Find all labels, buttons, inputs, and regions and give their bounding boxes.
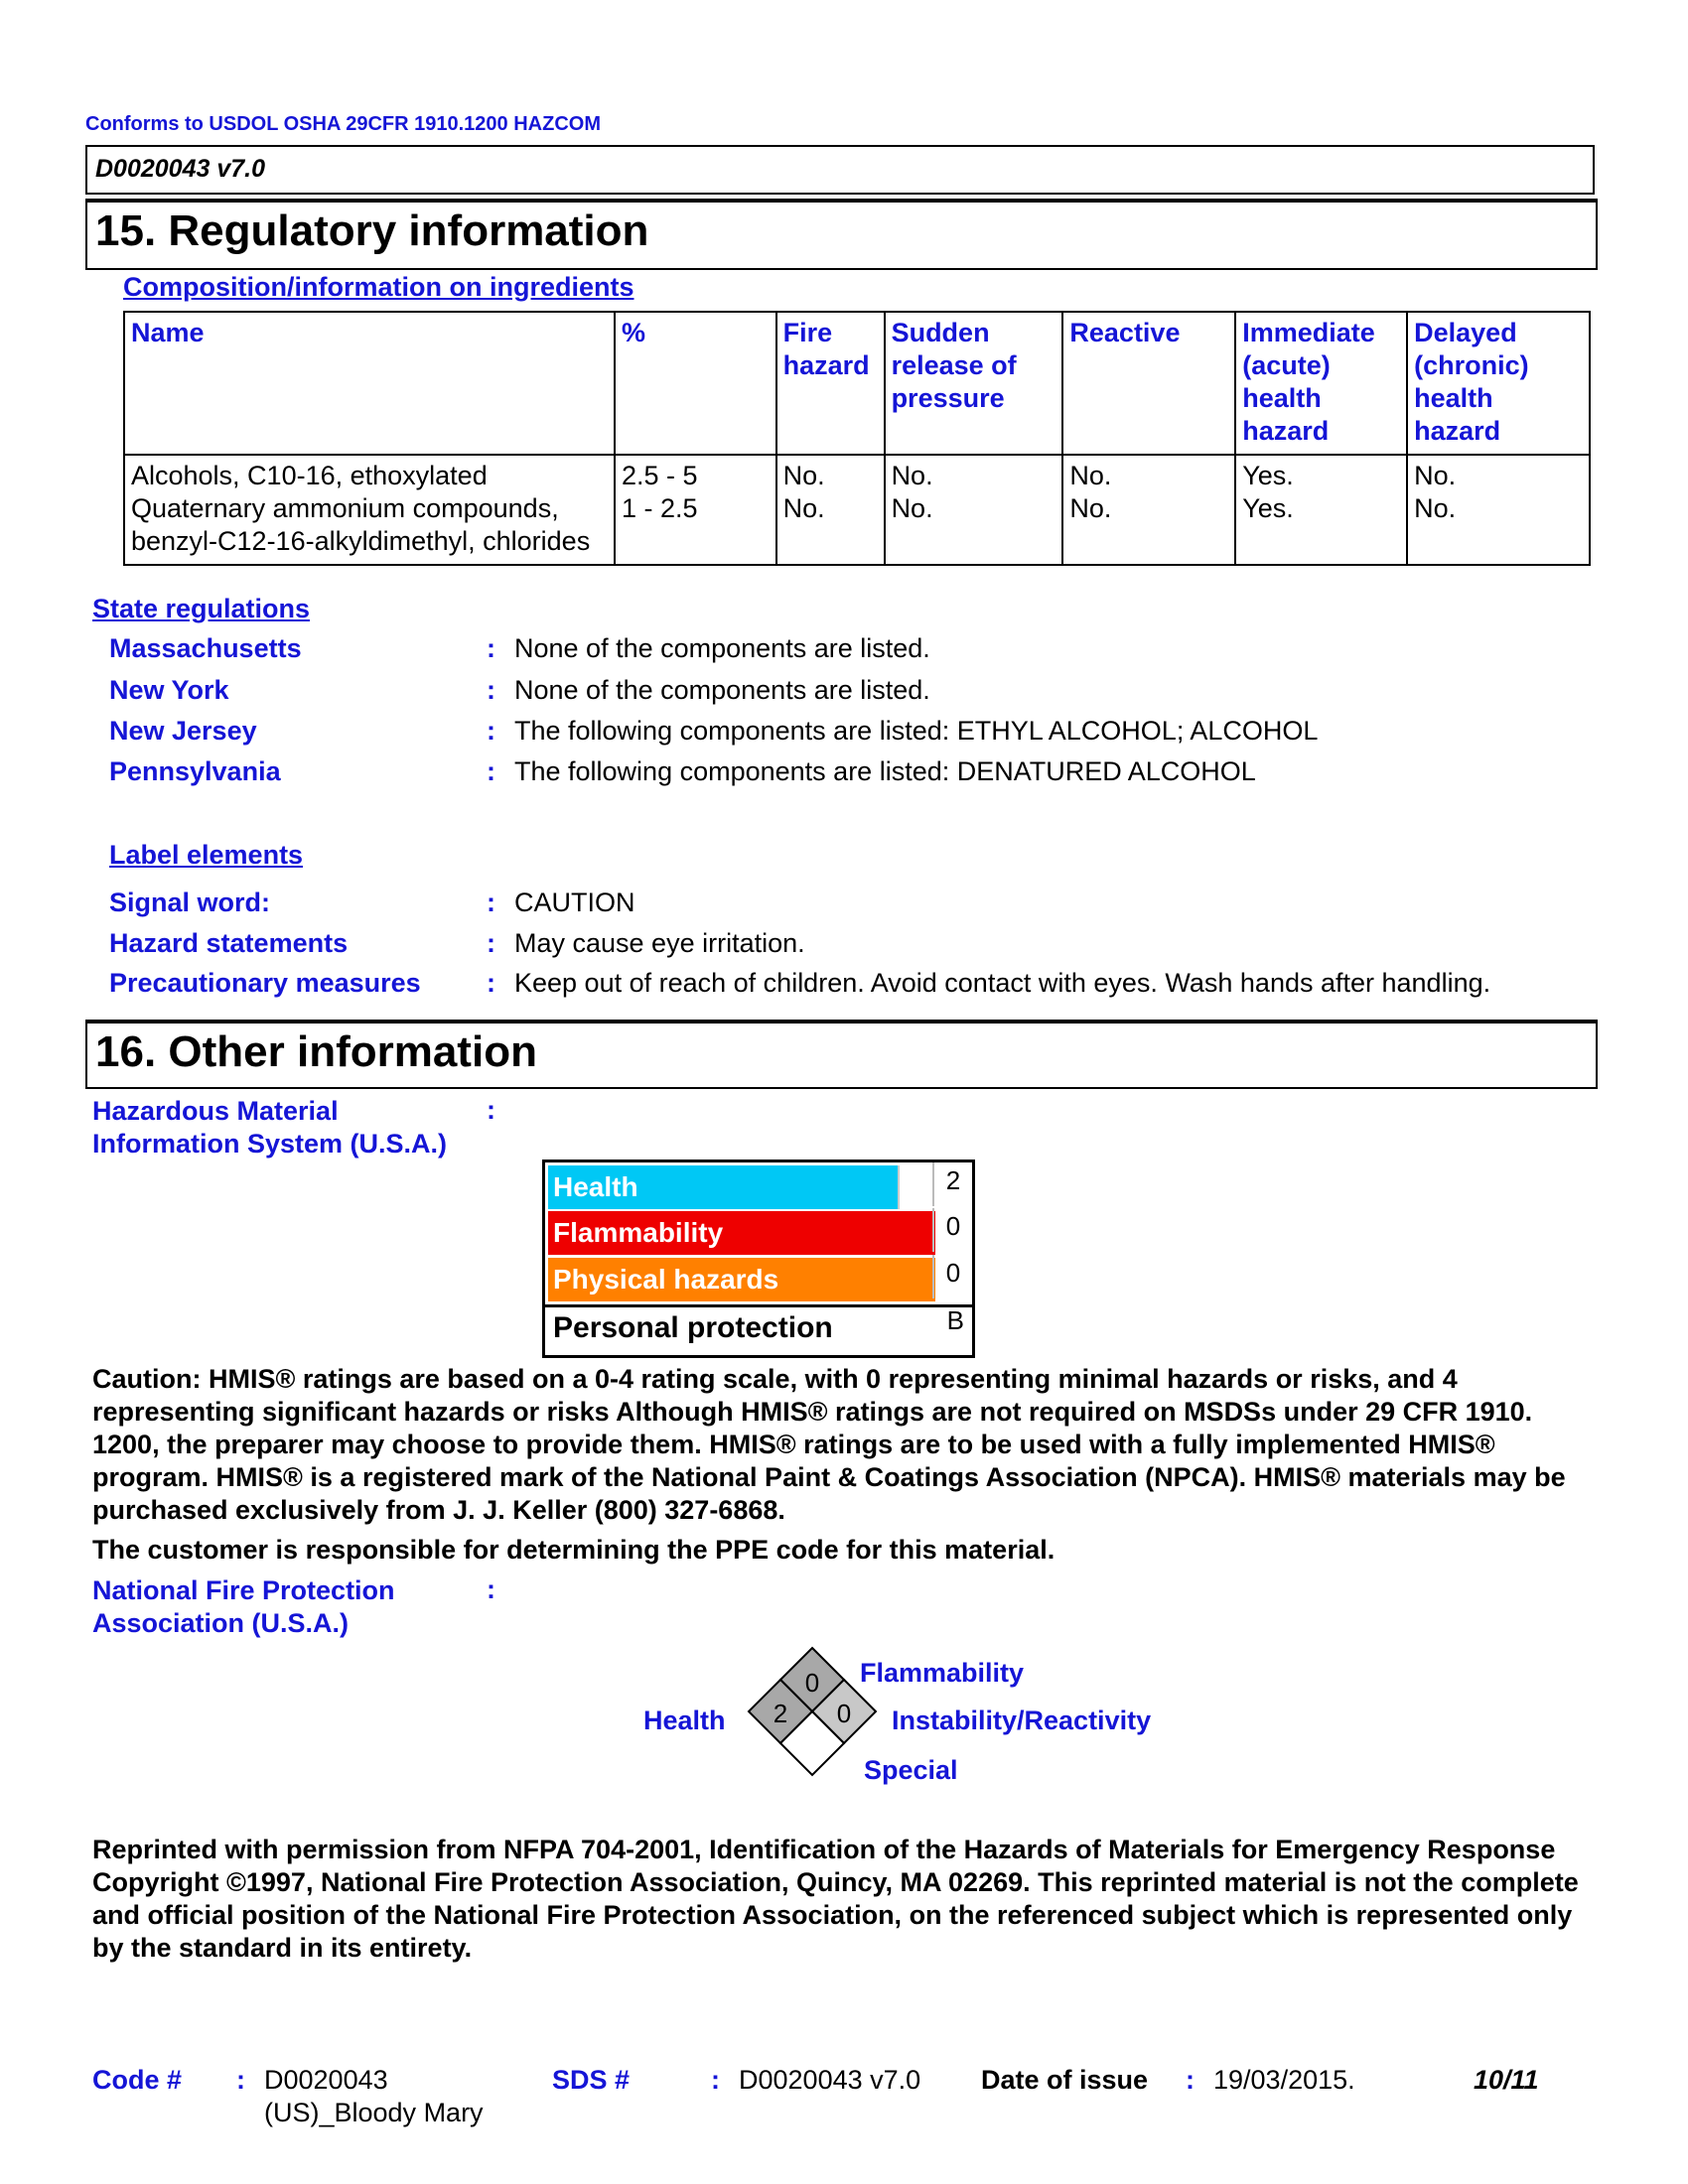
hmis-physical-bar (548, 1258, 935, 1301)
cell-reactive (1062, 455, 1235, 565)
hazard-statements-label: Hazard statements (109, 928, 349, 958)
cell-delayed (1407, 455, 1590, 565)
table-row (124, 455, 1590, 565)
footer-date-label: Date of issue (981, 2065, 1149, 2095)
sudden-value: No. (891, 461, 933, 490)
label-elements-link[interactable]: Label elements (109, 840, 304, 870)
hmis-physical-value: 0 (932, 1255, 972, 1298)
hmis-label: Hazardous Material Information System (U.S.A.) (92, 1096, 448, 1159)
cell-immediate (1235, 455, 1407, 565)
state-label-new-york: New York (109, 675, 229, 705)
document-id-box (85, 145, 1595, 195)
hmis-ppe-label: Personal protection (553, 1311, 833, 1344)
colon: : (487, 1574, 495, 1604)
colon: : (487, 633, 495, 663)
footer-code-value: D0020043 (264, 2065, 388, 2095)
nfpa-flammability-value: 0 (804, 1668, 820, 1698)
page-number: 10/11 (1474, 2065, 1539, 2095)
section-15-header (85, 199, 1598, 270)
state-value-new-jersey: The following components are listed: ETHYL ALCOHOL; ALCOHOL (514, 716, 1319, 746)
footer-date-value: 19/03/2015. (1213, 2065, 1355, 2095)
colon: : (487, 756, 495, 786)
col-header-immediate-health: Immediate (acute) health hazard (1235, 312, 1407, 455)
col-header-name: Name (124, 312, 615, 455)
hmis-health-bar (548, 1165, 898, 1209)
col-header-percent: % (615, 312, 776, 455)
state-value-pennsylvania: The following components are listed: DENATURED ALCOHOL (514, 756, 1256, 786)
cell-percent (615, 455, 776, 565)
col-header-reactive: Reactive (1062, 312, 1235, 455)
immediate-value: Yes. (1242, 461, 1294, 490)
reactive-value: No. (1069, 461, 1112, 490)
state-label-pennsylvania: Pennsylvania (109, 756, 281, 786)
colon: : (487, 928, 495, 958)
hmis-flammability-value: 0 (932, 1208, 972, 1252)
nfpa-label: National Fire Protection Association (U.S.A.) (92, 1575, 395, 1638)
nfpa-special-label: Special (864, 1755, 958, 1785)
footer-sds-label: SDS # (552, 2065, 631, 2095)
footer-sds-value: D0020043 v7.0 (739, 2065, 921, 2095)
hazard-statements-value: May cause eye irritation. (514, 928, 805, 958)
hmis-ppe-value: B (946, 1305, 964, 1335)
section-15-title: 15. Regulatory information (95, 206, 649, 255)
state-value-massachusetts: None of the components are listed. (514, 633, 930, 663)
table-header-row (124, 312, 1590, 455)
section-16-title: 16. Other information (95, 1027, 537, 1076)
state-label-new-jersey: New Jersey (109, 716, 257, 746)
footer-code-label: Code # (92, 2065, 183, 2095)
ingredient-name: Quaternary ammonium compounds, benzyl-C12-16-alkyldimethyl, chlorides (131, 493, 591, 556)
hmis-health-label: Health (553, 1171, 638, 1202)
section-16-header (85, 1020, 1598, 1089)
fire-value: No. (782, 493, 825, 523)
colon: : (236, 2065, 245, 2095)
col-header-delayed-health: Delayed (chronic) health hazard (1407, 312, 1590, 455)
signal-word-label: Signal word: (109, 887, 270, 917)
sudden-value: No. (891, 493, 933, 523)
signal-word-value: CAUTION (514, 887, 635, 917)
percent-value: 1 - 2.5 (621, 493, 698, 523)
colon: : (487, 968, 495, 998)
composition-link[interactable]: Composition/information on ingredients (123, 272, 634, 302)
percent-value: 2.5 - 5 (621, 461, 698, 490)
delayed-value: No. (1414, 461, 1457, 490)
precautionary-measures-value: Keep out of reach of children. Avoid contact with eyes. Wash hands after handling. (514, 968, 1491, 998)
col-header-fire-hazard: Fire hazard (776, 312, 885, 455)
colon: : (487, 1095, 495, 1125)
nfpa-health-label: Health (643, 1706, 726, 1735)
state-regulations-link[interactable]: State regulations (92, 594, 311, 623)
colon: : (487, 675, 495, 705)
composition-table (123, 311, 1591, 566)
footer-code-value-line2: (US)_Bloody Mary (264, 2098, 484, 2127)
colon: : (487, 716, 495, 746)
colon: : (487, 887, 495, 917)
cell-sudden (885, 455, 1063, 565)
nfpa-reprint-text: Reprinted with permission from NFPA 704-2001, Identification of the Hazards of Materials for Emergency Response Copyright ©1997, National Fire Protection Association, Quincy, MA 02269. This reprinted material is not the complete and official position of the National Fire Protection Association, on the referenced subject which is represented only by the standard in its entirety. (92, 1835, 1579, 1963)
hmis-chronic-box (898, 1165, 935, 1209)
hmis-flammability-bar (548, 1211, 935, 1255)
delayed-value: No. (1414, 493, 1457, 523)
cell-fire (776, 455, 885, 565)
nfpa-instability-value: 0 (836, 1699, 852, 1728)
colon: : (1186, 2065, 1195, 2095)
reactive-value: No. (1069, 493, 1112, 523)
immediate-value: Yes. (1242, 493, 1294, 523)
colon: : (711, 2065, 720, 2095)
nfpa-flammability-label: Flammability (860, 1658, 1025, 1688)
hmis-physical-label: Physical hazards (553, 1264, 779, 1295)
hmis-health-value: 2 (932, 1162, 972, 1206)
precautionary-measures-label: Precautionary measures (109, 968, 421, 998)
nfpa-health-value: 2 (773, 1699, 788, 1728)
conformance-statement: Conforms to USDOL OSHA 29CFR 1910.1200 HAZCOM (85, 113, 601, 135)
nfpa-instability-label: Instability/Reactivity (892, 1706, 1152, 1735)
hmis-label-box (542, 1160, 975, 1358)
cell-name (124, 455, 615, 565)
hmis-caution-text: Caution: HMIS® ratings are based on a 0-4 rating scale, with 0 representing minimal hazards or risks, and 4 representing significant hazards or risks Although HMIS® ratings are not required on MSDSs under 29 CFR 1910. 1200, the preparer may choose to provide them. HMIS® ratings are to be used with a fully implemented HMIS® program. HMIS® is a registered mark of the National Paint & Coatings Association (NPCA). HMIS® materials may be purchased exclusively from J. J. Keller (800) 327-6868. (92, 1364, 1566, 1525)
document-id: D0020043 v7.0 (95, 155, 265, 183)
state-value-new-york: None of the components are listed. (514, 675, 930, 705)
fire-value: No. (782, 461, 825, 490)
col-header-sudden-release: Sudden release of pressure (885, 312, 1063, 455)
ppe-responsibility-text: The customer is responsible for determining the PPE code for this material. (92, 1535, 1055, 1565)
ingredient-name: Alcohols, C10-16, ethoxylated (131, 461, 488, 490)
hmis-flammability-label: Flammability (553, 1217, 724, 1248)
state-label-massachusetts: Massachusetts (109, 633, 302, 663)
hmis-divider (545, 1304, 972, 1307)
